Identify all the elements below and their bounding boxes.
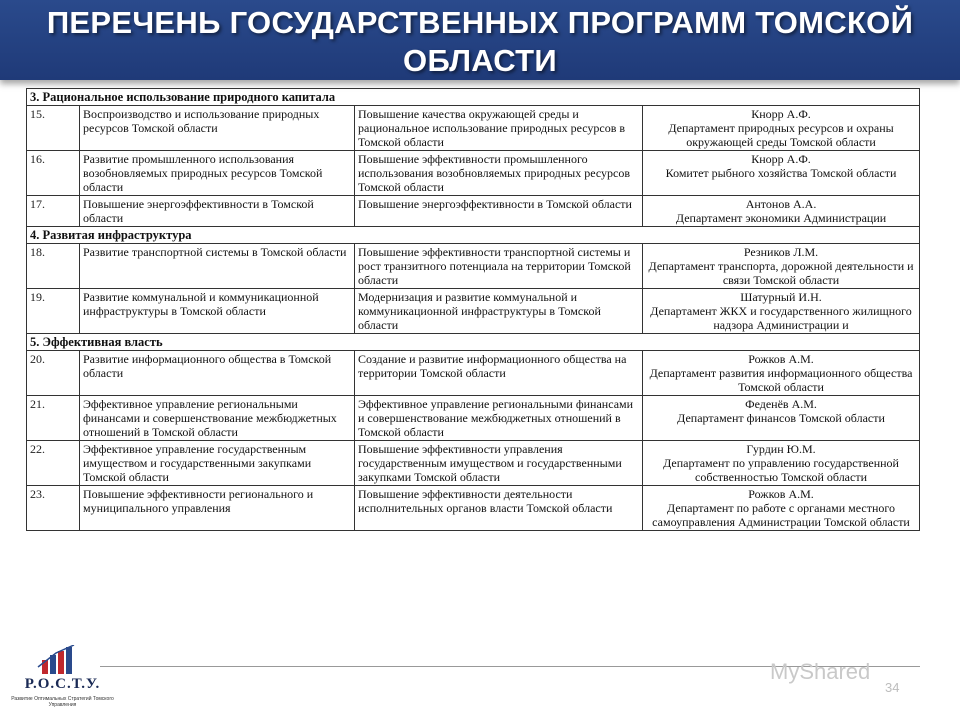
responsible-department: Департамент природных ресурсов и охраны окружающей среды Томской области	[668, 121, 894, 149]
responsible-person: Резников Л.М.	[743, 245, 819, 259]
section-heading: 5. Эффективная власть	[27, 334, 920, 351]
responsible-person: Рожков А.М.	[748, 487, 814, 501]
logo-subtitle: Развитие Оптимальных Стратегий Томского Управления	[11, 696, 114, 708]
table-row	[27, 289, 920, 334]
cell-responsible	[643, 151, 920, 196]
table-row	[27, 151, 920, 196]
programs-table	[26, 88, 920, 531]
responsible-person: Гурдин Ю.М.	[746, 442, 816, 456]
table-row	[27, 396, 920, 441]
table-row	[27, 486, 920, 531]
logo-name: Р.О.С.Т.У.	[24, 676, 101, 692]
responsible-department: Департамент по работе с органами местного самоуправления Администрации Томской области	[652, 501, 910, 529]
cell-responsible	[643, 289, 920, 334]
cell-goal: Повышение энергоэффективности в Томской области	[355, 196, 643, 227]
cell-goal: Повышение эффективности деятельности исполнительных органов власти Томской области	[355, 486, 643, 531]
cell-goal: Создание и развитие информационного общества на территории Томской области	[355, 351, 643, 396]
cell-goal: Эффективное управление региональными финансами и совершенствование межбюджетных отношений в Томской области	[355, 396, 643, 441]
cell-responsible	[643, 106, 920, 151]
cell-program: Развитие коммунальной и коммуникационной инфраструктуры в Томской области	[80, 289, 355, 334]
cell-responsible	[643, 441, 920, 486]
table-row	[27, 351, 920, 396]
cell-responsible	[643, 396, 920, 441]
cell-num: 17.	[27, 196, 80, 227]
section-row	[27, 334, 920, 351]
responsible-department: Департамент по управлению государственной собственностью Томской области	[663, 456, 899, 484]
table-row	[27, 441, 920, 486]
page-number: 34	[885, 680, 900, 695]
cell-num: 19.	[27, 289, 80, 334]
watermark: MyShared	[770, 659, 871, 684]
responsible-person: Кнорр А.Ф.	[751, 107, 811, 121]
responsible-person: Феденёв А.М.	[745, 397, 817, 411]
cell-num: 16.	[27, 151, 80, 196]
responsible-department: Комитет рыбного хозяйства Томской области	[665, 166, 897, 180]
responsible-person: Антонов А.А.	[745, 197, 817, 211]
cell-num: 15.	[27, 106, 80, 151]
responsible-department: Департамент ЖКХ и государственного жилищного надзора Администрации и	[650, 304, 912, 332]
cell-goal: Повышение эффективности транспортной системы и рост транзитного потенциала на территории Томской области	[355, 244, 643, 289]
section-heading: 4. Развитая инфраструктура	[27, 227, 920, 244]
section-row	[27, 89, 920, 106]
cell-num: 20.	[27, 351, 80, 396]
responsible-department: Департамент финансов Томской области	[677, 411, 885, 425]
responsible-person: Кнорр А.Ф.	[751, 152, 811, 166]
cell-responsible	[643, 486, 920, 531]
page-title: ПЕРЕЧЕНЬ ГОСУДАРСТВЕННЫХ ПРОГРАММ ТОМСКОЙ ОБЛАСТИ	[46, 5, 914, 78]
cell-num: 18.	[27, 244, 80, 289]
cell-program: Повышение энергоэффективности в Томской области	[80, 196, 355, 227]
cell-program: Эффективное управление региональными финансами и совершенствование межбюджетных отношений в Томской области	[80, 396, 355, 441]
responsible-department: Департамент транспорта, дорожной деятельности и связи Томской области	[648, 259, 914, 287]
cell-num: 21.	[27, 396, 80, 441]
title-bar	[0, 0, 960, 80]
responsible-person: Шатурный И.Н.	[740, 290, 822, 304]
cell-program: Развитие транспортной системы в Томской области	[80, 244, 355, 289]
responsible-department: Департамент экономики Администрации	[675, 211, 887, 225]
table-row	[27, 244, 920, 289]
section-row	[27, 227, 920, 244]
cell-num: 23.	[27, 486, 80, 531]
cell-responsible	[643, 244, 920, 289]
responsible-person: Рожков А.М.	[748, 352, 814, 366]
cell-program: Воспроизводство и использование природных ресурсов Томской области	[80, 106, 355, 151]
responsible-department: Департамент развития информационного общества Томской области	[649, 366, 913, 394]
cell-program: Развитие информационного общества в Томской области	[80, 351, 355, 396]
cell-goal: Модернизация и развитие коммунальной и коммуникационной инфраструктуры в Томской области	[355, 289, 643, 334]
cell-program: Повышение эффективности регионального и муниципального управления	[80, 486, 355, 531]
cell-program: Эффективное управление государственным имуществом и государственными закупками Томской области	[80, 441, 355, 486]
cell-responsible	[643, 196, 920, 227]
section-heading: 3. Рациональное использование природного капитала	[27, 89, 920, 106]
cell-responsible	[643, 351, 920, 396]
cell-program: Развитие промышленного использования возобновляемых природных ресурсов Томской области	[80, 151, 355, 196]
cell-goal: Повышение эффективности промышленного использования возобновляемых природных ресурсов Томской области	[355, 151, 643, 196]
table-row	[27, 106, 920, 151]
cell-num: 22.	[27, 441, 80, 486]
cell-goal: Повышение эффективности управления государственным имуществом и государственными закупками Томской области	[355, 441, 643, 486]
cell-goal: Повышение качества окружающей среды и рациональное использование природных ресурсов в Томской области	[355, 106, 643, 151]
table-row	[27, 196, 920, 227]
